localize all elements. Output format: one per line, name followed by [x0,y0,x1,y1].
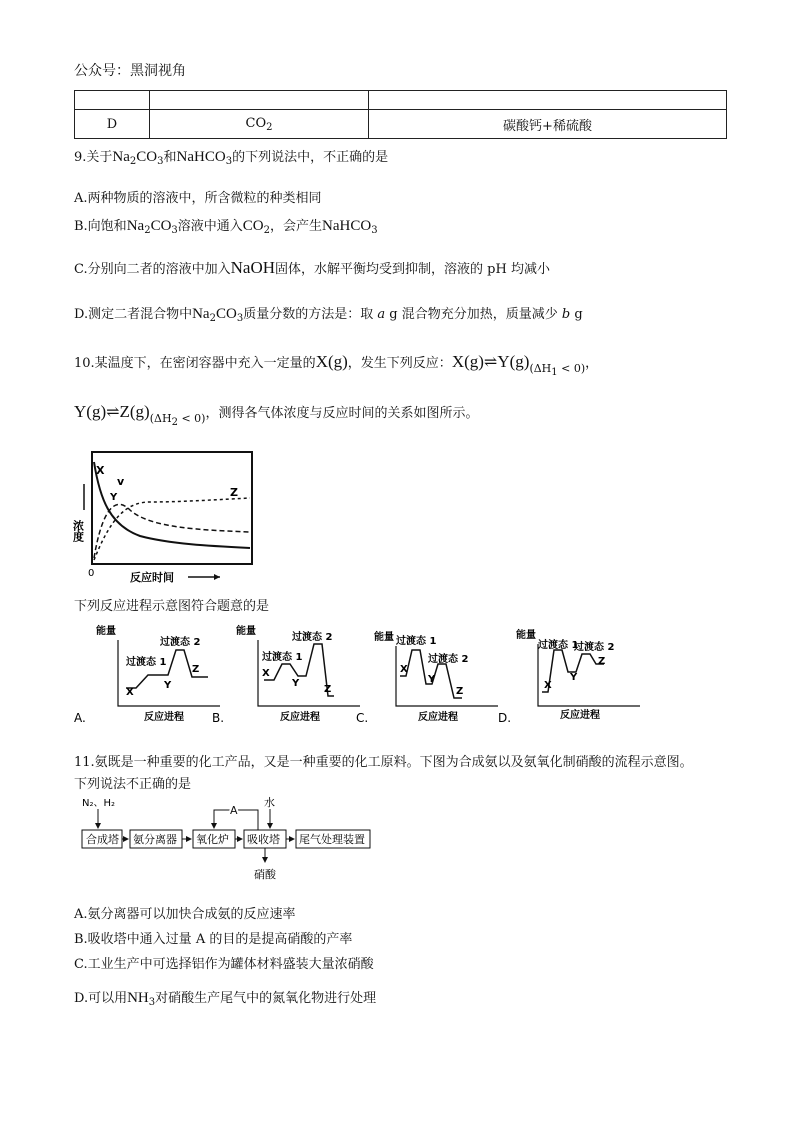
svg-text:Y: Y [164,680,172,691]
option-a-diagram [74,624,220,725]
svg-text:能量: 能量 [236,626,256,637]
q9-option-a: A.两种物质的溶液中，所含微粒的种类相同 [74,191,322,206]
svg-text:Z: Z [324,684,332,695]
svg-text:X: X [262,668,270,679]
y-axis-label: 浓度 [71,520,85,542]
svg-text:Y: Y [428,674,436,685]
q11-option-c: C.工业生产中可选择铝作为罐体材料盛装大量浓硝酸 [74,957,374,972]
option-c-letter: C. [356,711,369,725]
option-b-letter: B. [212,711,225,725]
q9-stem: 9.关于$Na_2CO_3$和NaHCO$_3$的下列说法中，不正确的是 [74,149,389,167]
process-flow-diagram [78,794,378,884]
svg-text:能量: 能量 [96,626,116,637]
q11-option-d: D.可以用$NH_3$对硝酸生产尾气中的氮氧化物进行处理 [74,990,377,1008]
q9-option-b: B.向饱和$Na_2CO_3$溶液中通入$CO_2$，会产生NaHCO$_3$ [74,218,378,236]
origin-label: 0 [88,568,95,579]
q10-reaction-2: $Y(g)\rightleftharpoons Z(g)_{(\Delta H_2 < 0)}$，测得各气体浓度与反应时间的关系如图所示。 [74,402,479,428]
table-cell: $CO_2$ [150,110,369,139]
curve-z [94,498,250,560]
option-d-letter: D. [498,711,512,725]
energy-diagram-options [70,620,750,725]
svg-text:Z: Z [598,656,606,667]
q10-stem: 10.某温度下，在密闭容器中充入一定量的X(g)，发生下列反应：$X(g)\rightleftharpoons Y(g)_{(\Delta H_1 < 0)}$， [74,352,599,378]
q9-option-d: D.测定二者混合物中$Na_2CO_3$质量分数的方法是：取 a g 混合物充分加热，质量减少 b g [74,306,583,324]
x-axis-label: 反应时间 [130,571,174,584]
q11-option-a: A.氨分离器可以加快合成氨的反应速率 [74,907,296,922]
option-a-letter: A. [74,711,86,725]
q11-stem-2: 下列说法不正确的是 [74,777,192,792]
svg-text:反应进程: 反应进程 [418,712,458,723]
svg-text:能量: 能量 [374,632,394,643]
box-ammonia-separator: 氨分离器 [133,833,177,846]
svg-text:X: X [544,680,552,691]
label-nitric-acid: 硝酸 [254,868,276,881]
svg-text:Y: Y [570,672,578,683]
table-cell: 碳酸钙+稀硫酸 [369,110,727,139]
option-b-diagram [212,624,360,725]
svg-text:能量: 能量 [516,630,536,641]
svg-text:过渡态 2: 过渡态 2 [428,654,469,665]
q11-stem-1: 11.氨既是一种重要的化工产品，又是一种重要的化工原料。下图为合成氨以及氨氧化制硝酸的流程示意图。 [74,755,693,770]
concentration-time-graph [70,440,260,588]
option-c-diagram [356,630,498,725]
svg-text:过渡态 2: 过渡态 2 [292,632,333,643]
svg-text:反应进程: 反应进程 [144,712,184,723]
option-d-diagram [498,628,640,725]
q10-prompt: 下列反应进程示意图符合题意的是 [74,599,270,614]
svg-text:反应进程: 反应进程 [280,712,320,723]
svg-text:过渡态 1: 过渡态 1 [396,636,437,647]
q9-option-c: C.分别向二者的溶液中加入NaOH固体，水解平衡均受到抑制，溶液的 pH 均减小 [74,258,550,277]
svg-text:过渡态 1: 过渡态 1 [126,657,167,668]
feed-label: N₂、H₂ [82,798,116,809]
label-y: Y [110,492,118,503]
q11-option-b: B.吸收塔中通入过量 A 的目的是提高硝酸的产率 [74,932,353,947]
curve-y [94,504,250,558]
label-a: A [230,804,238,817]
svg-text:Z: Z [192,664,200,675]
svg-text:过渡态 2: 过渡态 2 [160,637,201,648]
label-x: X [96,464,105,477]
box-tail-gas-treatment: 尾气处理装置 [299,833,365,846]
svg-text:反应进程: 反应进程 [560,710,600,721]
box-synthesis-tower: 合成塔 [86,833,119,846]
box-absorption-tower: 吸收塔 [247,833,280,846]
svg-text:过渡态 2: 过渡态 2 [574,642,615,653]
label-water: 水 [264,796,275,809]
svg-text:过渡态 1: 过渡态 1 [538,640,579,651]
box-oxidation-furnace: 氧化炉 [196,833,229,846]
table-cell: D [75,110,150,139]
header-watermark: 公众号：黑洞视角 [74,63,186,79]
svg-text:Z: Z [456,686,464,697]
label-v: v [117,475,125,488]
answer-table [74,90,727,139]
svg-text:X: X [126,687,134,698]
svg-text:Y: Y [292,678,300,689]
svg-text:X: X [400,664,408,675]
label-z: Z [230,486,238,499]
svg-text:过渡态 1: 过渡态 1 [262,652,303,663]
